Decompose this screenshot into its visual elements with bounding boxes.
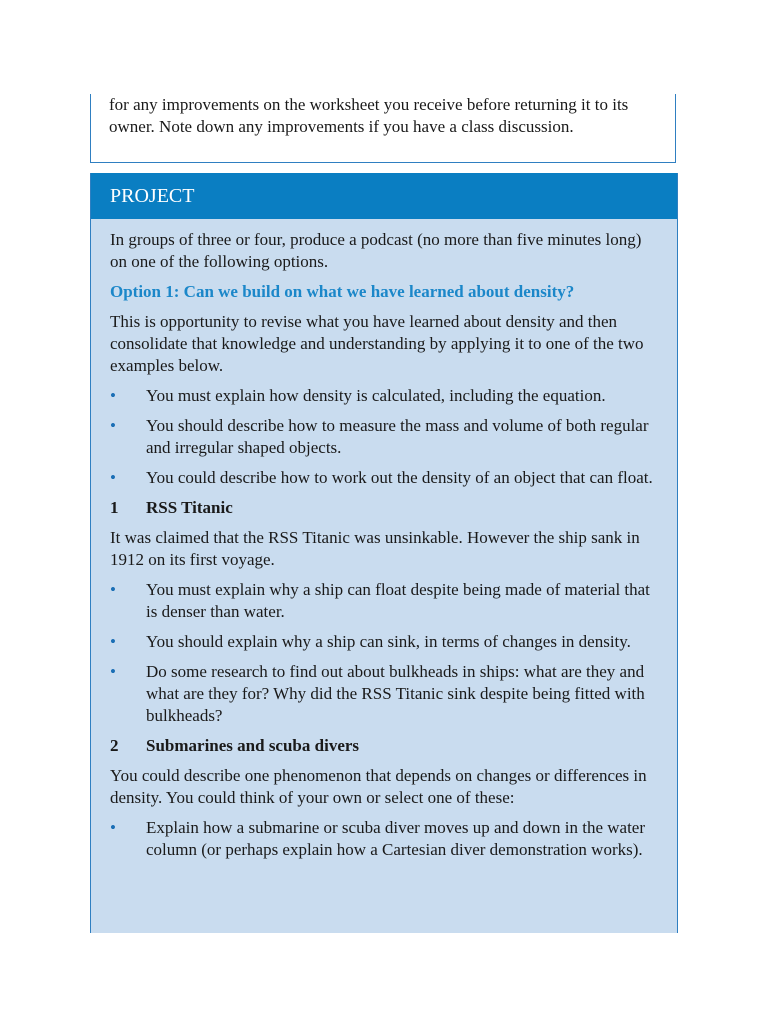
section-2-text: You could describe one phenomenon that depends on changes or differences in density. You could think of your own or select one of these: bbox=[110, 766, 647, 807]
list-item: • You should explain why a ship can sink, in terms of changes in density. bbox=[110, 632, 631, 651]
list-item: • Explain how a submarine or scuba diver moves up and down in the water column (or perhaps explain how a Cartesian diver demonstration works). bbox=[110, 818, 646, 859]
option-1-bullets bbox=[110, 385, 659, 489]
list-item: • You should describe how to measure the mass and volume of both regular and irregular shaped objects. bbox=[110, 416, 649, 457]
option-1-title: Option 1: Can we build on what we have learned about density? bbox=[110, 282, 575, 301]
section-title: Submarines and scuba divers bbox=[146, 736, 360, 755]
bullet-icon: • bbox=[110, 632, 116, 651]
list-item: • You must explain how density is calculated, including the equation. bbox=[110, 386, 606, 405]
option-1-text: This is opportunity to revise what you have learned about density and then consolidate that knowledge and understanding by applying it to one of the two examples below. bbox=[110, 312, 644, 375]
section-1-bullets bbox=[110, 579, 659, 727]
bullet-icon: • bbox=[110, 386, 116, 405]
section-number: 1 bbox=[110, 498, 119, 517]
project-content bbox=[91, 219, 677, 861]
project-intro: In groups of three or four, produce a podcast (no more than five minutes long) on one of the following options. bbox=[110, 230, 642, 271]
project-box bbox=[90, 173, 678, 933]
section-title: RSS Titanic bbox=[146, 498, 233, 517]
section-2-heading bbox=[110, 735, 659, 757]
list-item: • You must explain why a ship can float despite being made of material that is denser than water. bbox=[110, 580, 650, 621]
section-1-text: It was claimed that the RSS Titanic was unsinkable. However the ship sank in 1912 on its first voyage. bbox=[110, 528, 640, 569]
section-1-heading bbox=[110, 497, 659, 519]
previous-activity-box bbox=[90, 94, 676, 163]
list-item: • Do some research to find out about bulkheads in ships: what are they and what are they for? Why did the RSS Titanic sink despite being fitted with bulkheads? bbox=[110, 662, 645, 725]
section-number: 2 bbox=[110, 736, 119, 755]
project-header: PROJECT bbox=[91, 173, 677, 219]
section-2-bullets bbox=[110, 817, 659, 861]
bullet-icon: • bbox=[110, 580, 116, 599]
previous-activity-text: for any improvements on the worksheet you receive before returning it to its owner. Note down any improvements if you have a class discussion. bbox=[109, 95, 629, 136]
bullet-icon: • bbox=[110, 818, 116, 837]
bullet-icon: • bbox=[110, 662, 116, 681]
bullet-icon: • bbox=[110, 468, 116, 487]
list-item: • You could describe how to work out the density of an object that can float. bbox=[110, 468, 653, 487]
bullet-icon: • bbox=[110, 416, 116, 435]
